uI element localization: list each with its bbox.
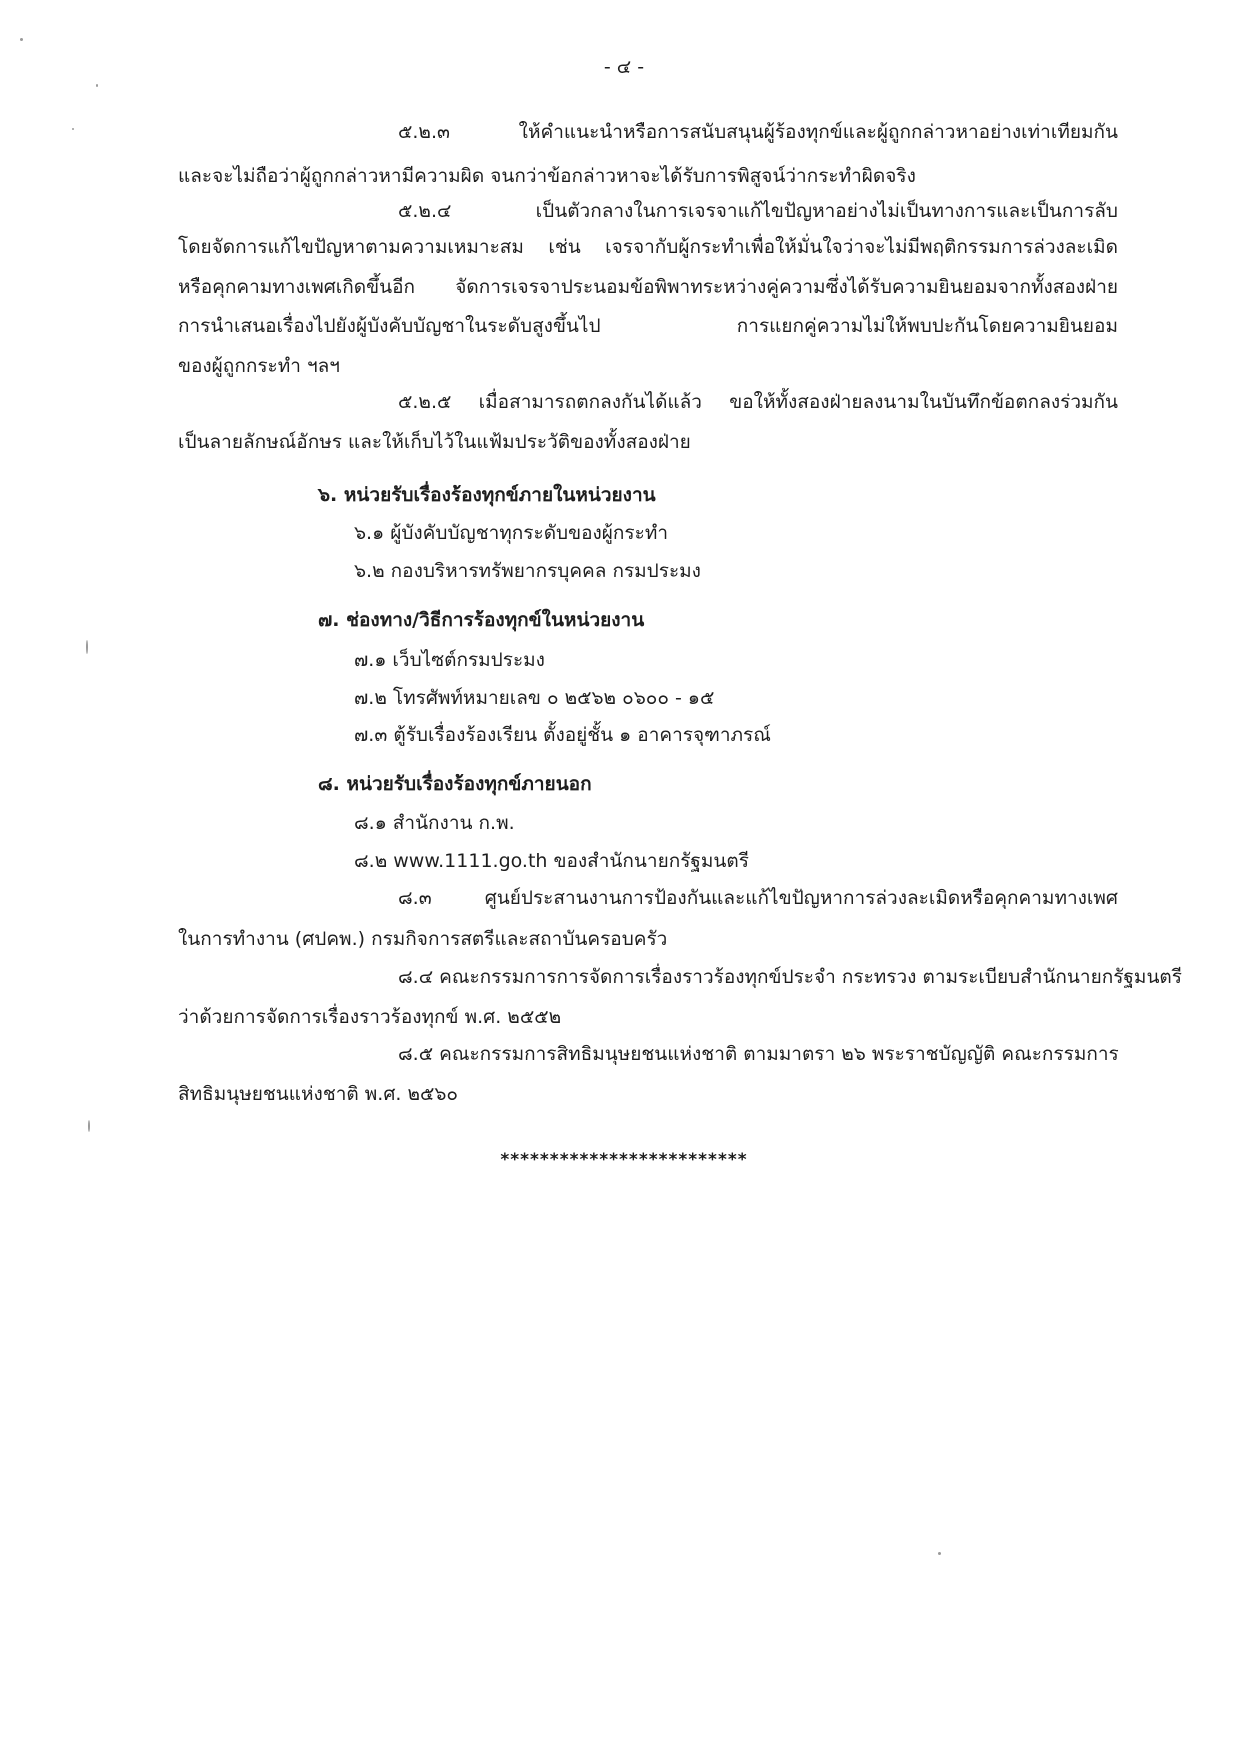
- section-6-heading: ๖. หน่วยรับเรื่องร้องทุกข์ภายในหน่วยงาน: [318, 484, 656, 506]
- paragraph-5-2-5-line: เป็นลายลักษณ์อักษร และให้เก็บไว้ในแฟ้มประวัติของทั้งสองฝ่าย: [178, 431, 691, 453]
- section-6-item: ๖.๑ ผู้บังคับบัญชาทุกระดับของผู้กระทำ: [354, 522, 669, 544]
- section-8-item: ๘.๓ ศูนย์ประสานงานการป้องกันและแก้ไขปัญหาการล่วงละเมิดหรือคุกคามทางเพศ: [398, 887, 1118, 909]
- scan-speck: [72, 128, 74, 130]
- paragraph-5-2-4-line: ของผู้ถูกกระทำ ฯลฯ: [178, 355, 340, 377]
- section-8-item: ๘.๒ www.1111.go.th ของสำนักนายกรัฐมนตรี: [354, 850, 749, 872]
- scan-speck: [96, 84, 98, 87]
- paragraph-5-2-4-line: การนำเสนอเรื่องไปยังผู้บังคับบัญชาในระดับสูงขึ้นไป การแยกคู่ความไม่ให้พบปะกันโดยความยินยอม: [178, 315, 1118, 337]
- section-8-heading: ๘. หน่วยรับเรื่องร้องทุกข์ภายนอก: [318, 773, 592, 795]
- section-8-item: ว่าด้วยการจัดการเรื่องราวร้องทุกข์ พ.ศ. ๒๕๕๒: [178, 1006, 562, 1028]
- scan-speck: [88, 1120, 90, 1132]
- section-7-heading: ๗. ช่องทาง/วิธีการร้องทุกข์ในหน่วยงาน: [318, 609, 645, 631]
- section-8-item: สิทธิมนุษยชนแห่งชาติ พ.ศ. ๒๕๖๐: [178, 1083, 459, 1105]
- scan-speck: [20, 38, 23, 41]
- section-7-item: ๗.๓ ตู้รับเรื่องร้องเรียน ตั้งอยู่ชั้น ๑ อาคารจุฑาภรณ์: [354, 724, 771, 746]
- paragraph-5-2-5-line: ๕.๒.๕ เมื่อสามารถตกลงกันได้แล้ว ขอให้ทั้งสองฝ่ายลงนามในบันทึกข้อตกลงร่วมกัน: [398, 391, 1118, 413]
- paragraph-5-2-3-line: ๕.๒.๓ ให้คำแนะนำหรือการสนับสนุนผู้ร้องทุกข์และผู้ถูกกล่าวหาอย่างเท่าเทียมกัน: [398, 121, 1118, 143]
- end-of-document-marks: *************************: [500, 1150, 748, 1170]
- section-8-item: ๘.๑ สำนักงาน ก.พ.: [354, 812, 515, 834]
- section-8-item: ๘.๕ คณะกรรมการสิทธิมนุษยชนแห่งชาติ ตามมาตรา ๒๖ พระราชบัญญัติ คณะกรรมการ: [398, 1043, 1119, 1065]
- paragraph-5-2-4-line: โดยจัดการแก้ไขปัญหาตามความเหมาะสม เช่น เจรจากับผู้กระทำเพื่อให้มั่นใจว่าจะไม่มีพฤติกรรมการล่วงละเมิด: [178, 236, 1118, 258]
- scan-speck: [938, 1552, 941, 1555]
- section-8-item: ๘.๔ คณะกรรมการการจัดการเรื่องราวร้องทุกข์ประจำ กระทรวง ตามระเบียบสำนักนายกรัฐมนตรี: [398, 966, 1182, 988]
- scan-speck: [86, 640, 88, 654]
- section-8-item: ในการทำงาน (ศปคพ.) กรมกิจการสตรีและสถาบันครอบครัว: [178, 928, 668, 950]
- section-7-item: ๗.๑ เว็บไซต์กรมประมง: [354, 649, 545, 671]
- paragraph-5-2-3-line: และจะไม่ถือว่าผู้ถูกกล่าวหามีความผิด จนกว่าข้อกล่าวหาจะได้รับการพิสูจน์ว่ากระทำผิดจริง: [178, 165, 916, 187]
- section-7-item: ๗.๒ โทรศัพท์หมายเลข ๐ ๒๕๖๒ ๐๖๐๐ - ๑๕: [354, 687, 715, 709]
- paragraph-5-2-4-line: หรือคุกคามทางเพศเกิดขึ้นอีก จัดการเจรจาประนอมข้อพิพาทระหว่างคู่ความซึ่งได้รับความยินยอมจากทั้งสองฝ่าย: [178, 276, 1118, 298]
- page-number: - ๔ -: [603, 56, 645, 78]
- section-6-item: ๖.๒ กองบริหารทรัพยากรบุคคล กรมประมง: [354, 560, 701, 582]
- paragraph-5-2-4-line: ๕.๒.๔ เป็นตัวกลางในการเจรจาแก้ไขปัญหาอย่างไม่เป็นทางการและเป็นการลับ: [398, 200, 1118, 222]
